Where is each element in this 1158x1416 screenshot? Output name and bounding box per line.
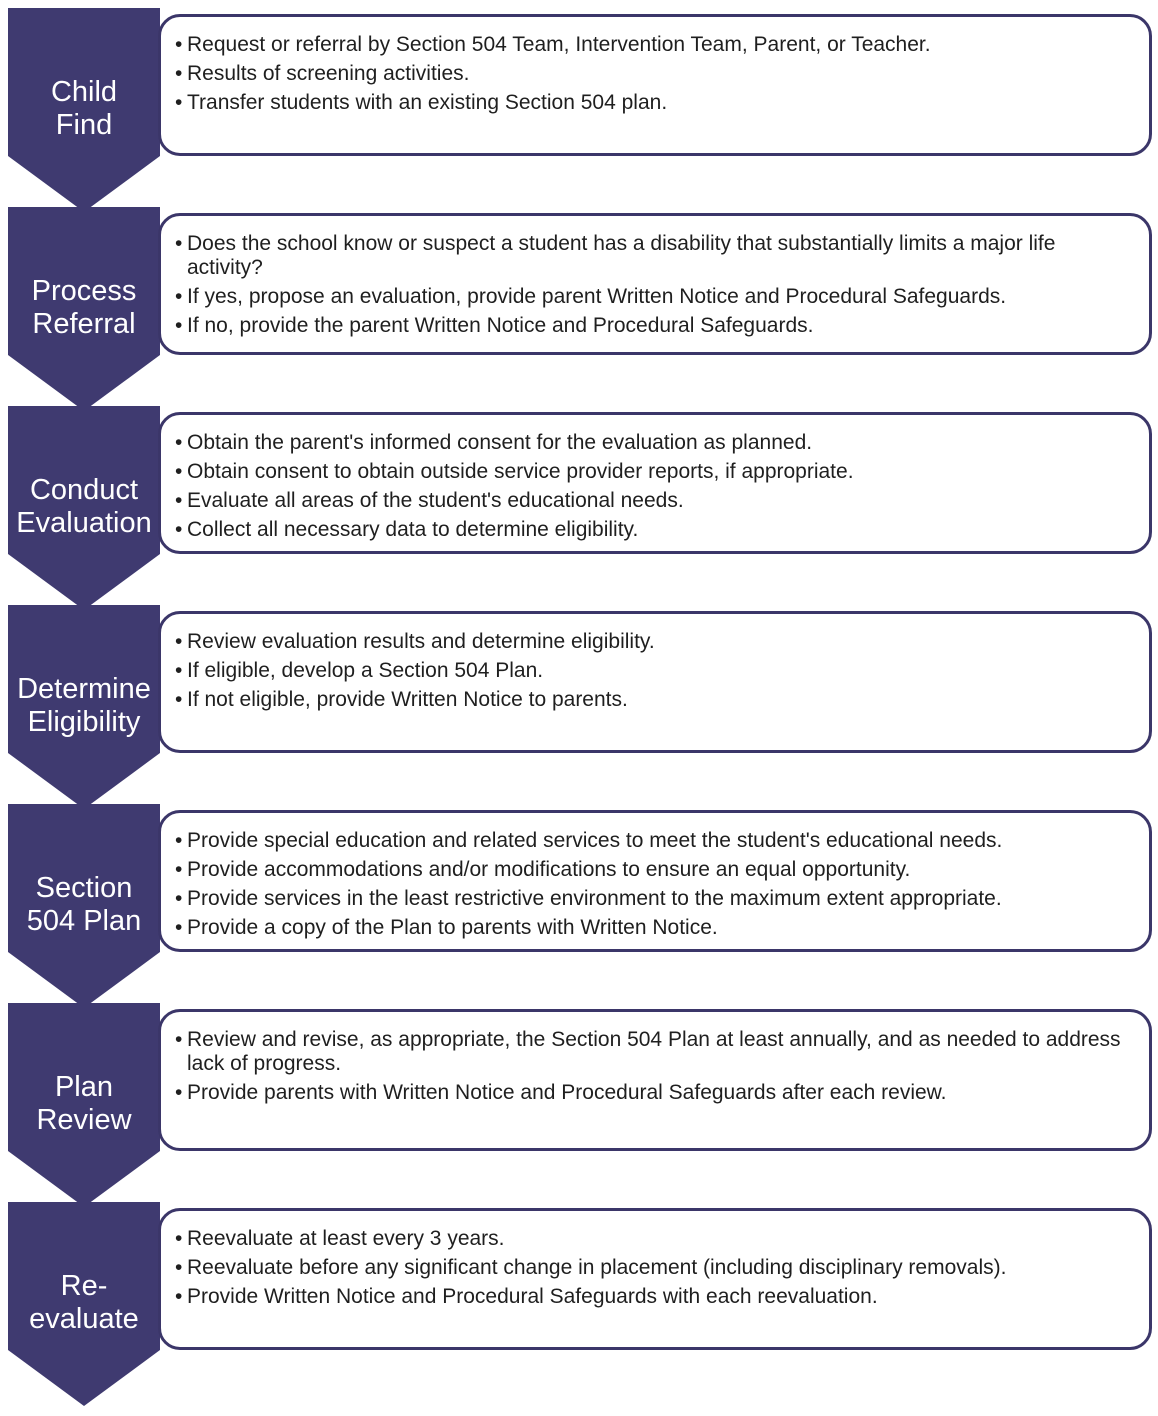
bullet-item: • Evaluate all areas of the student's educational needs.: [175, 489, 1135, 513]
step-details-box: [158, 1208, 1152, 1350]
step-label: [4, 1270, 164, 1336]
bullet-list: [175, 431, 1135, 542]
bullet-list: [175, 1227, 1135, 1309]
step-details-box: [158, 1009, 1152, 1151]
flow-step: [0, 1200, 1158, 1410]
flow-step: [0, 205, 1158, 415]
flow-step: [0, 603, 1158, 813]
step-label: [4, 474, 164, 540]
bullet-item: • Reevaluate at least every 3 years.: [175, 1227, 1135, 1251]
bullet-item: • Obtain consent to obtain outside service provider reports, if appropriate.: [175, 460, 1135, 484]
bullet-item: • Request or referral by Section 504 Team, Intervention Team, Parent, or Teacher.: [175, 33, 1135, 57]
step-details-box: [158, 14, 1152, 156]
bullet-item: • Collect all necessary data to determine eligibility.: [175, 518, 1135, 542]
step-label-line: Determine: [17, 673, 151, 705]
step-label: [4, 275, 164, 341]
flow-step: [0, 6, 1158, 216]
step-label: [4, 76, 164, 142]
step-label-line: Re-: [60, 1270, 108, 1302]
step-details-box: [158, 611, 1152, 753]
step-label-line: Evaluation: [16, 507, 152, 539]
flow-step: [0, 404, 1158, 614]
bullet-item: • Review and revise, as appropriate, the Section 504 Plan at least annually, and as needed to address lack of progress.: [175, 1028, 1135, 1076]
step-label: [4, 673, 164, 739]
bullet-item: • Provide accommodations and/or modifications to ensure an equal opportunity.: [175, 858, 1135, 882]
bullet-list: [175, 1028, 1135, 1105]
step-label-line: Eligibility: [27, 706, 141, 738]
step-label-line: Child: [50, 76, 118, 108]
bullet-list: [175, 630, 1135, 712]
bullet-item: • Does the school know or suspect a student has a disability that substantially limits a major life activity?: [175, 232, 1135, 280]
bullet-item: • Obtain the parent's informed consent for the evaluation as planned.: [175, 431, 1135, 455]
bullet-item: • If no, provide the parent Written Notice and Procedural Safeguards.: [175, 314, 1135, 338]
bullet-item: • If not eligible, provide Written Notice to parents.: [175, 688, 1135, 712]
bullet-item: • If yes, propose an evaluation, provide parent Written Notice and Procedural Safeguards.: [175, 285, 1135, 309]
step-label-line: Referral: [32, 308, 136, 340]
step-label: [4, 872, 164, 938]
step-label-line: Conduct: [29, 474, 138, 506]
step-details-box: [158, 213, 1152, 355]
bullet-list: [175, 232, 1135, 338]
bullet-item: • Provide Written Notice and Procedural Safeguards with each reevaluation.: [175, 1285, 1135, 1309]
step-label-line: Process: [31, 275, 137, 307]
step-label-line: Section: [35, 872, 133, 904]
step-label-line: Review: [36, 1104, 132, 1136]
bullet-item: • Provide a copy of the Plan to parents with Written Notice.: [175, 916, 1135, 940]
bullet-item: • Provide services in the least restrictive environment to the maximum extent appropriate.: [175, 887, 1135, 911]
bullet-item: • Results of screening activities.: [175, 62, 1135, 86]
step-label: [4, 1071, 164, 1137]
bullet-item: • If eligible, develop a Section 504 Plan.: [175, 659, 1135, 683]
bullet-item: • Reevaluate before any significant change in placement (including disciplinary removals).: [175, 1256, 1135, 1280]
step-label-line: Find: [55, 109, 113, 141]
step-details-box: [158, 412, 1152, 554]
bullet-item: • Provide special education and related services to meet the student's educational needs.: [175, 829, 1135, 853]
step-label-line: 504 Plan: [26, 905, 142, 937]
step-details-box: [158, 810, 1152, 952]
flow-step: [0, 802, 1158, 1012]
bullet-item: • Provide parents with Written Notice and Procedural Safeguards after each review.: [175, 1081, 1135, 1105]
bullet-list: [175, 829, 1135, 940]
step-label-line: Plan: [54, 1071, 114, 1103]
bullet-item: • Review evaluation results and determine eligibility.: [175, 630, 1135, 654]
flow-step: [0, 1001, 1158, 1211]
step-label-line: evaluate: [29, 1303, 139, 1335]
bullet-item: • Transfer students with an existing Section 504 plan.: [175, 91, 1135, 115]
bullet-list: [175, 33, 1135, 115]
